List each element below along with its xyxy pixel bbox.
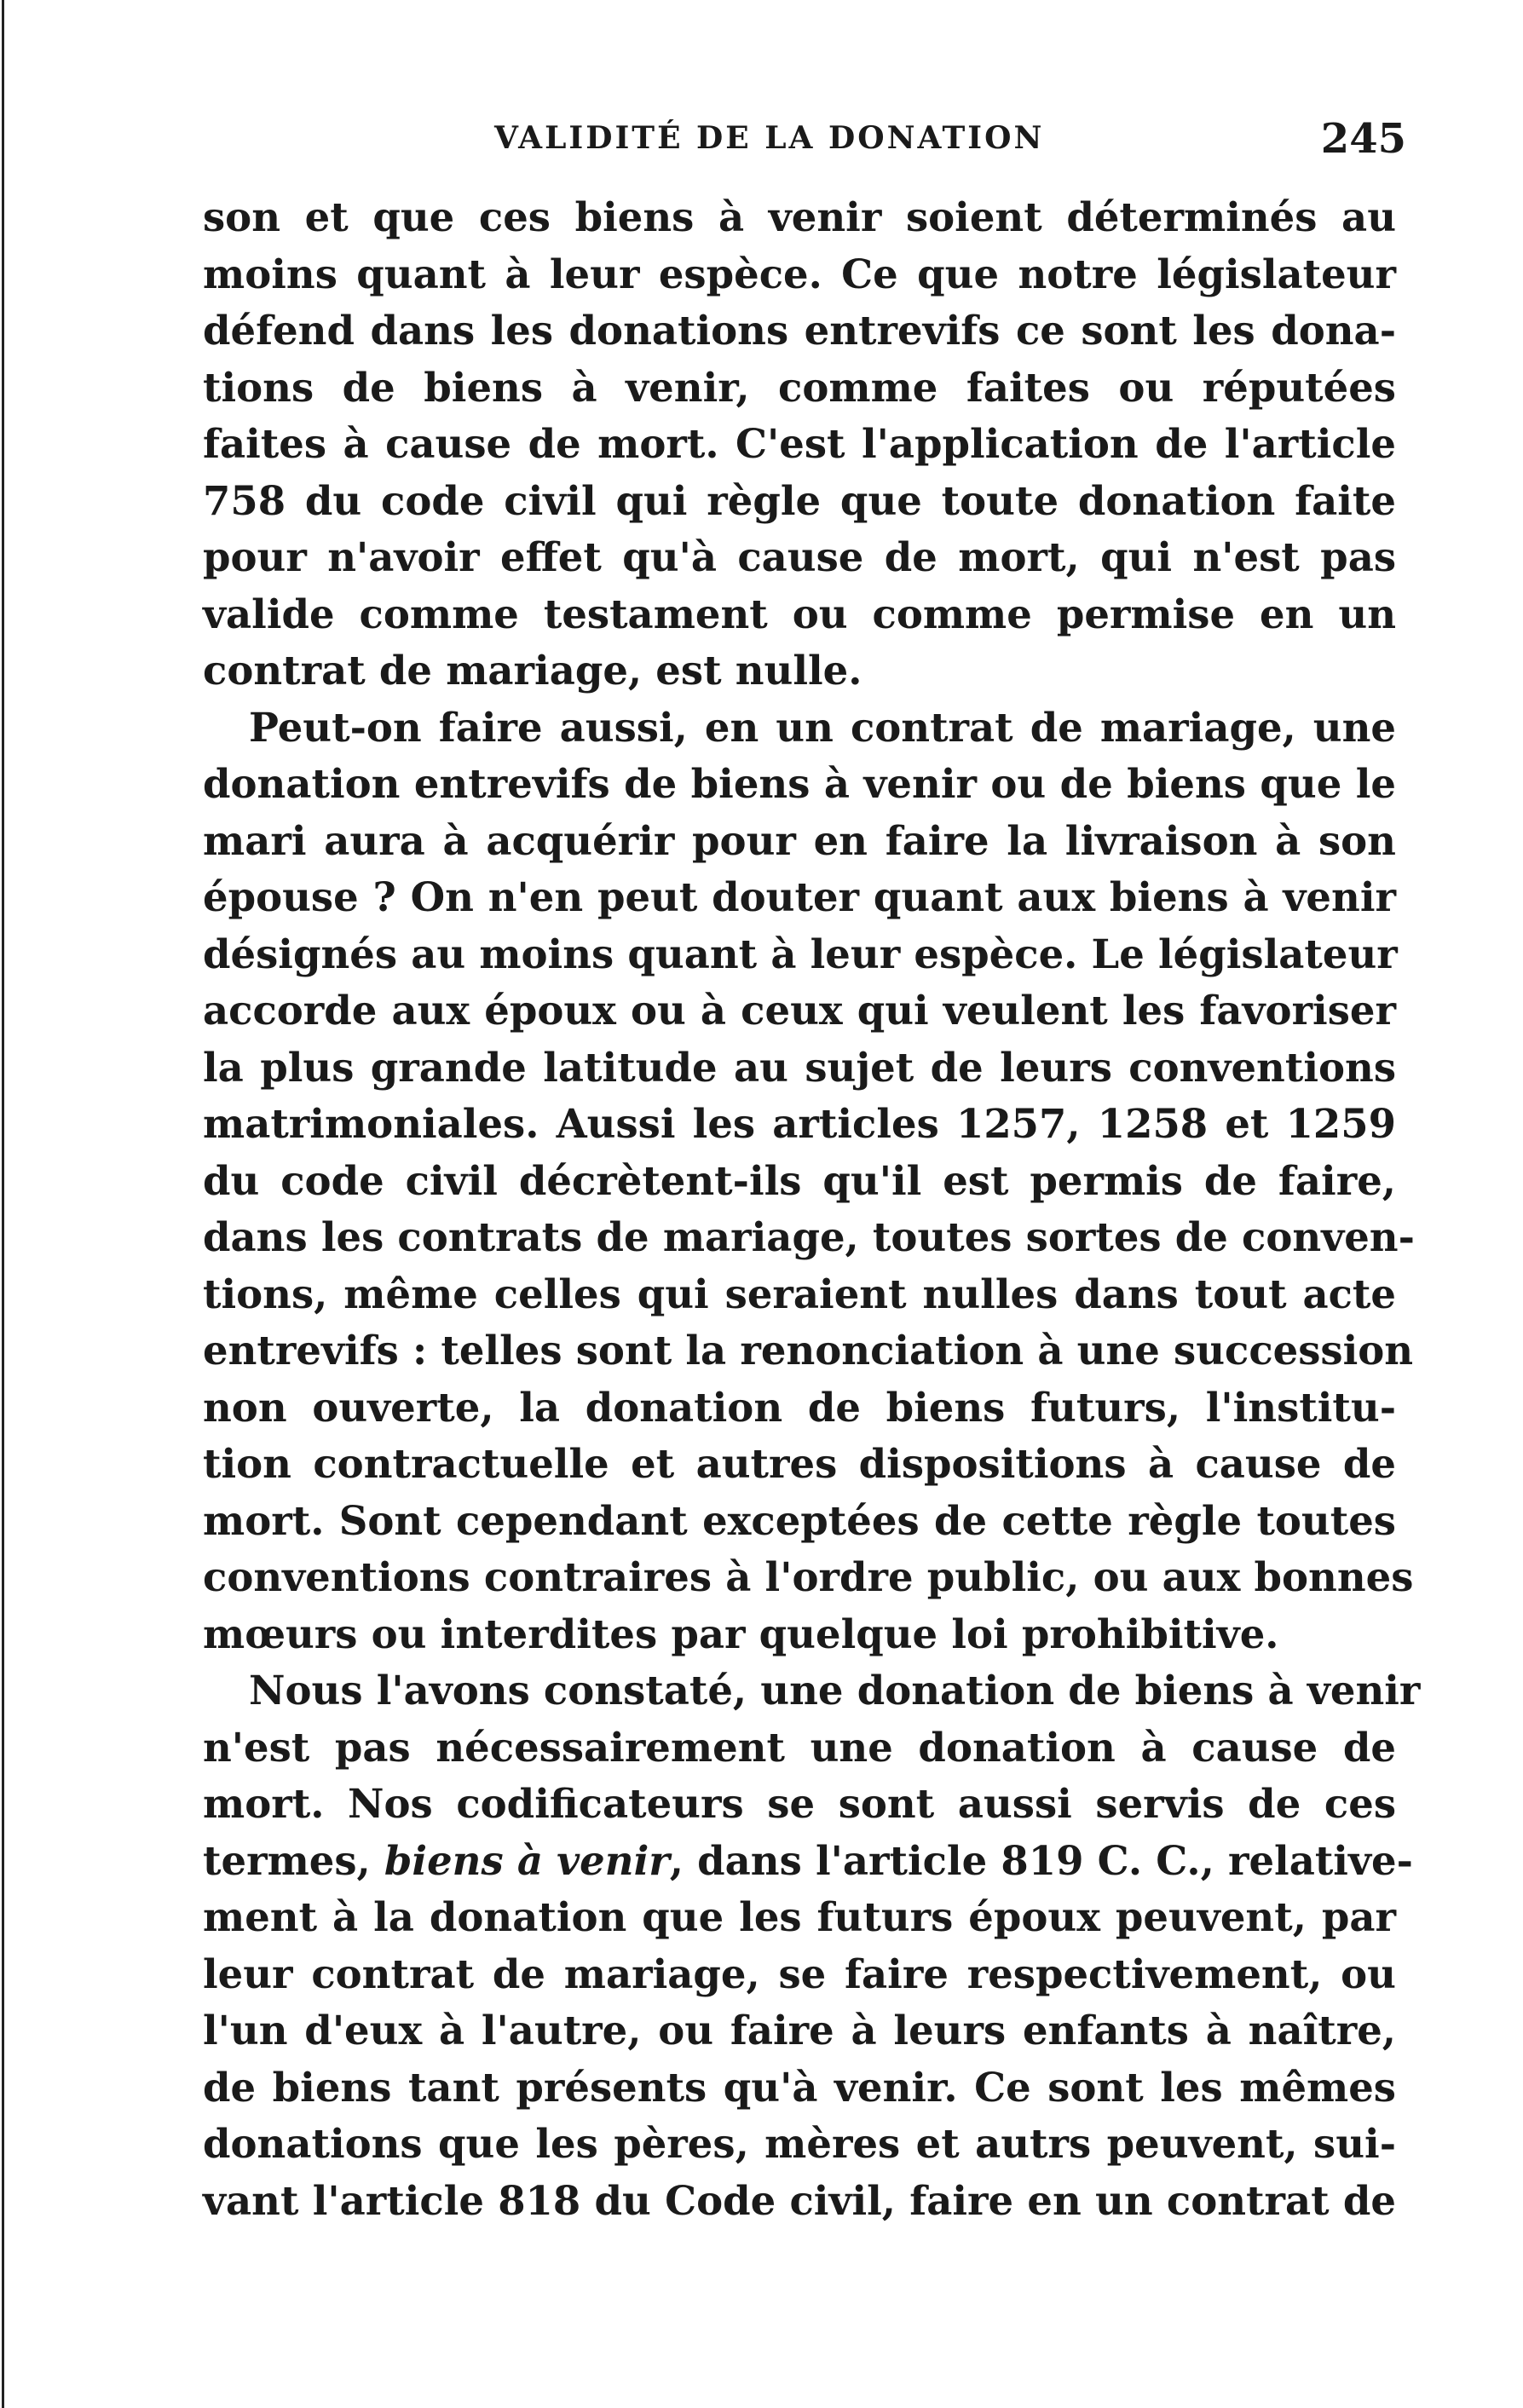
text-line: la plus grande latitude au sujet de leurs conventions: [203, 1043, 1396, 1091]
text-run: , dans l'article 819 C. C., relative-: [669, 1836, 1413, 1884]
running-title: VALIDITÉ DE LA DONATION: [494, 120, 1045, 156]
text-run: termes,: [203, 1836, 384, 1884]
italic-term: biens à venir: [384, 1836, 670, 1884]
text-line: épouse ? On n'en peut douter quant aux biens à venir: [203, 873, 1396, 920]
text-line: mort. Nos codificateurs se sont aussi servis de ces: [203, 1780, 1396, 1827]
text-line: désignés au moins quant à leur espèce. Le législateur: [203, 930, 1398, 977]
text-line: matrimoniales. Aussi les articles 1257, 1258 et 1259: [203, 1100, 1396, 1147]
paragraph-3: [203, 1662, 1421, 2229]
text-line: de biens tant présents qu'à venir. Ce sont les mêmes: [203, 2063, 1396, 2111]
text-line: moins quant à leur espèce. Ce que notre législateur: [203, 250, 1396, 297]
text-line: pour n'avoir effet qu'à cause de mort, qui n'est pas: [203, 533, 1396, 580]
body-text: [203, 189, 1421, 2229]
text-line: dans les contrats de mariage, toutes sortes de conven-: [203, 1213, 1415, 1260]
text-line: tion contractuelle et autres dispositions à cause de: [203, 1440, 1396, 1487]
text-line: Nous l'avons constaté, une donation de biens à venir: [249, 1667, 1421, 1714]
text-line: mari aura à acquérir pour en faire la livraison à son: [203, 816, 1396, 864]
text-line: mort. Sont cependant exceptées de cette règle toutes: [203, 1496, 1396, 1544]
text-line: n'est pas nécessairement une donation à cause de: [203, 1723, 1396, 1771]
text-line: Peut-on faire aussi, en un contrat de mariage, une: [249, 703, 1396, 751]
page-edge-rule: [2, 0, 4, 2408]
text-line: accorde aux époux ou à ceux qui veulent les favoriser: [203, 987, 1396, 1034]
paragraph-2: [203, 700, 1415, 1663]
text-line: valide comme testament ou comme permise en un: [203, 590, 1396, 637]
text-line: son et que ces biens à venir soient déterminés au: [203, 193, 1396, 240]
text-line: faites à cause de mort. C'est l'application de l'article: [203, 420, 1396, 467]
text-line: défend dans les donations entrevifs ce sont les dona-: [203, 307, 1396, 354]
text-line: du code civil décrètent-ils qu'il est permis de faire,: [203, 1156, 1396, 1204]
text-line-with-italic: [203, 1833, 1413, 1890]
page-number: 245: [1320, 115, 1406, 163]
text-line: mœurs ou interdites par quelque loi prohibitive.: [203, 1610, 1279, 1657]
text-line: donations que les pères, mères et autrs peuvent, sui-: [203, 2120, 1396, 2167]
text-line: 758 du code civil qui règle que toute donation faite: [203, 476, 1396, 524]
text-line: ment à la donation que les futurs époux peuvent, par: [203, 1893, 1396, 1940]
text-line: entrevifs : telles sont la renonciation à une succession: [203, 1327, 1414, 1374]
page-header: [205, 115, 1406, 166]
text-line: contrat de mariage, est nulle.: [203, 647, 862, 694]
paragraph-1: [203, 189, 1396, 700]
text-line: non ouverte, la donation de biens futurs, l'institu-: [203, 1383, 1396, 1431]
text-line: tions de biens à venir, comme faites ou réputées: [203, 363, 1396, 411]
text-line: vant l'article 818 du Code civil, faire en un contrat de: [203, 2176, 1396, 2224]
text-line: l'un d'eux à l'autre, ou faire à leurs enfants à naître,: [203, 2007, 1396, 2054]
text-line: conventions contraires à l'ordre public, ou aux bonnes: [203, 1553, 1414, 1600]
text-line: tions, même celles qui seraient nulles dans tout acte: [203, 1270, 1396, 1317]
text-line: donation entrevifs de biens à venir ou de biens que le: [203, 760, 1396, 807]
text-line: leur contrat de mariage, se faire respectivement, ou: [203, 1950, 1396, 1997]
